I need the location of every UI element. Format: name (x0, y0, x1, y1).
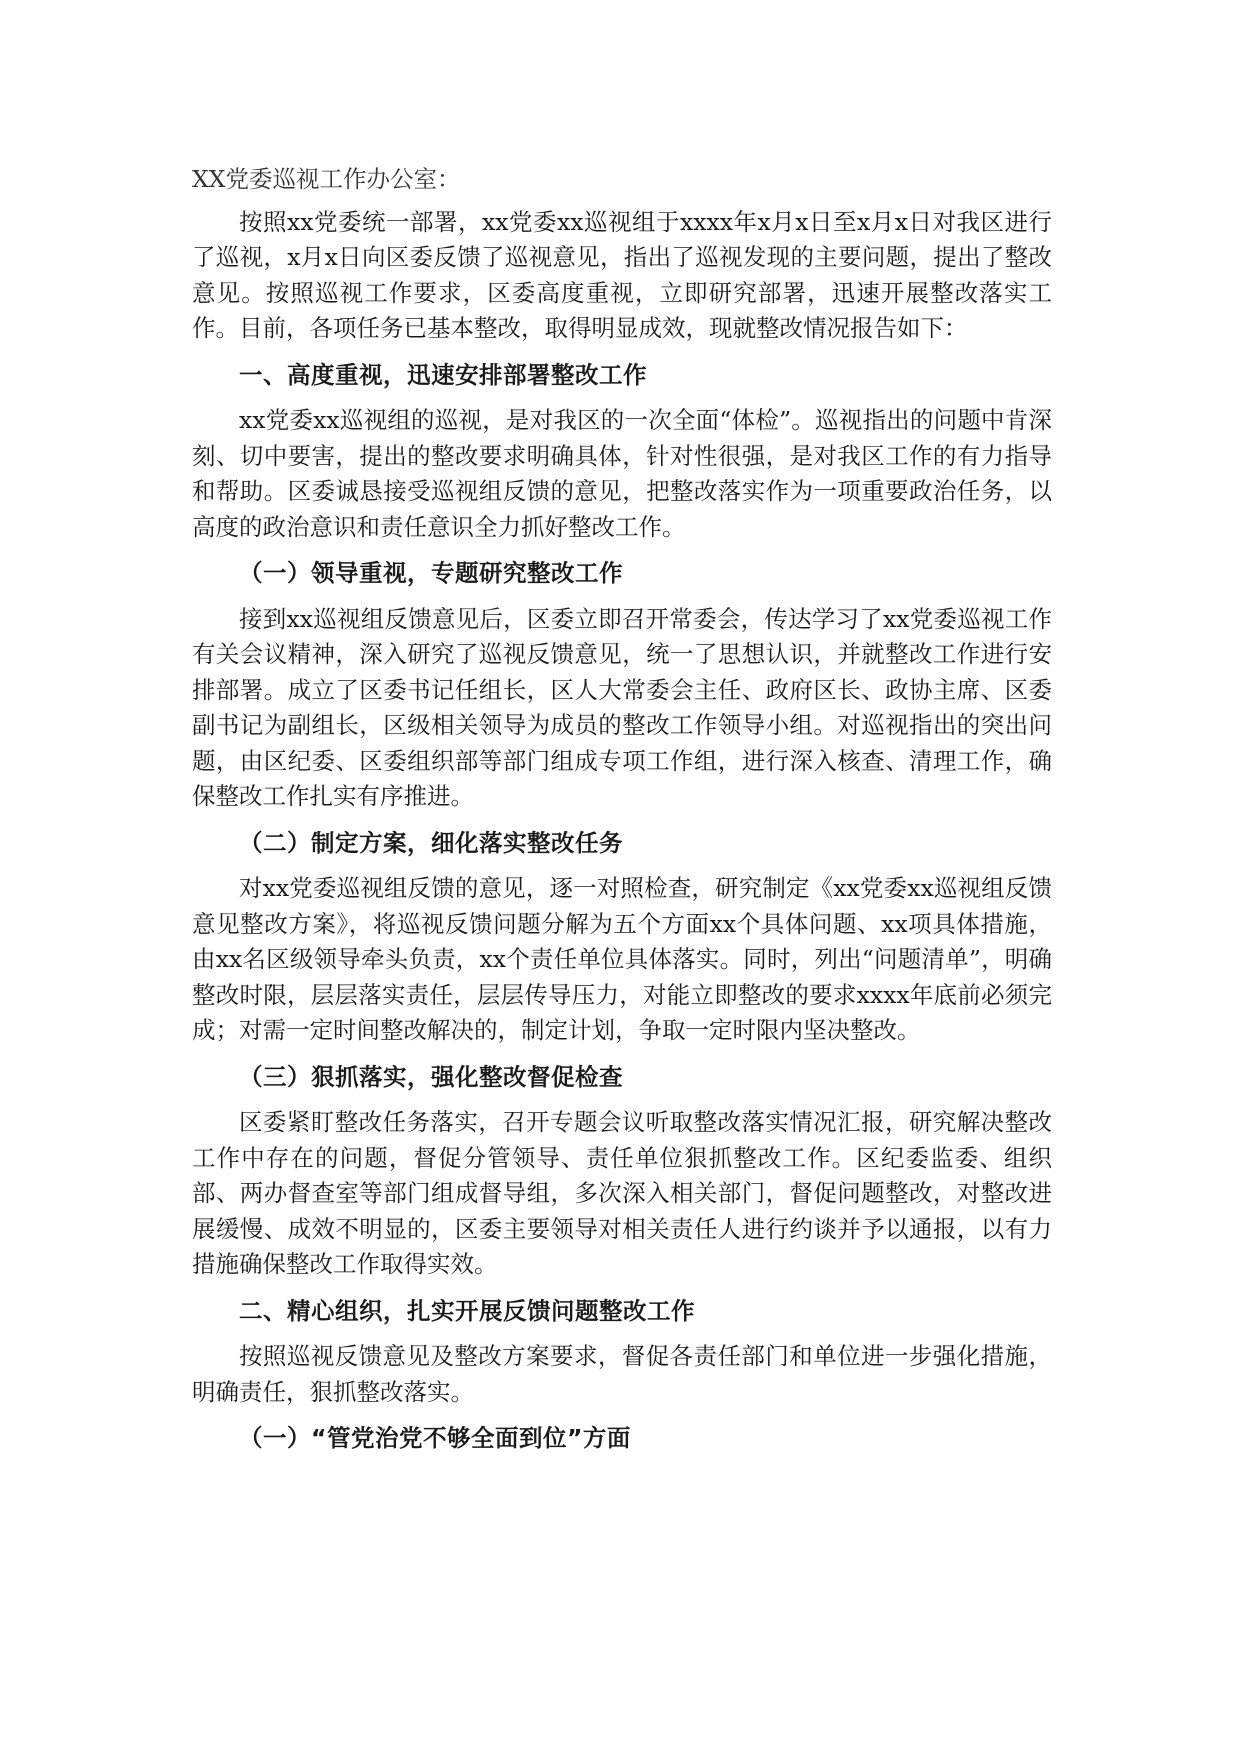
subsection-1-1-paragraph: 接到xx巡视组反馈意见后，区委立即召开常委会，传达学习了xx党委巡视工作有关会议精神，深入研究了巡视反馈意见，统一了思想认识，并就整改工作进行安排部署。成立了区委书记任组长，区人大常委会主任、政府区长、政协主席、区委副书记为副组长，区级相关领导为成员的整改工作领导小组。对巡视指出的突出问题，由区纪委、区委组织部等部门组成专项工作组，进行深入核查、清理工作，确保整改工作扎实有序推进。 (192, 604, 1052, 810)
subsection-1-3-paragraph: 区委紧盯整改任务落实，召开专题会议听取整改落实情况汇报，研究解决整改工作中存在的问题，督促分管领导、责任单位狠抓整改工作。区纪委监委、组织部、两办督查室等部门组成督导组，多次深入相关部门，督促问题整改，对整改进展缓慢、成效不明显的，区委主要领导对相关责任人进行约谈并予以通报，以有力措施确保整改工作取得实效。 (192, 1108, 1052, 1278)
subsection-1-2-paragraph: 对xx党委巡视组反馈的意见，逐一对照检查，研究制定《xx党委xx巡视组反馈意见整改方案》，将巡视反馈问题分解为五个方面xx个具体问题、xx项具体措施，由xx名区级领导牵头负责，xx个责任单位具体落实。同时，列出“问题清单”，明确整改时限，层层落实责任，层层传导压力，对能立即整改的要求xxxx年底前必须完成；对需一定时间整改解决的，制定计划，争取一定时限内坚决整改。 (192, 874, 1052, 1044)
section-1-paragraph: xx党委xx巡视组的巡视，是对我区的一次全面“体检”。巡视指出的问题中肯深刻、切中要害，提出的整改要求明确具体，针对性很强，是对我区工作的有力指导和帮助。区委诚恳接受巡视组反馈的意见，把整改落实作为一项重要政治任务，以高度的政治意识和责任意识全力抓好整改工作。 (192, 406, 1052, 541)
subsection-heading-1-1: （一）领导重视，专题研究整改工作 (239, 559, 623, 587)
intro-paragraph: 按照xx党委统一部署，xx党委xx巡视组于xxxx年x月x日至x月x日对我区进行了巡视，x月x日向区委反馈了巡视意见，指出了巡视发现的主要问题，提出了整改意见。按照巡视工作要求，区委高度重视，立即研究部署，迅速开展整改落实工作。目前，各项任务已基本整改，取得明显成效，现就整改情况报告如下： (192, 207, 1052, 342)
section-2-paragraph: 按照巡视反馈意见及整改方案要求，督促各责任部门和单位进一步强化措施，明确责任，狠抓整改落实。 (192, 1342, 1052, 1406)
section-heading-1: 一、高度重视，迅速安排部署整改工作 (239, 360, 647, 389)
subsection-heading-1-3: （三）狠抓落实，强化整改督促检查 (239, 1062, 623, 1091)
subsection-heading-2-1: （一）“管党治党不够全面到位”方面 (239, 1424, 631, 1452)
salutation: XX党委巡视工作办公室： (192, 165, 461, 193)
subsection-heading-1-2: （二）制定方案，细化落实整改任务 (239, 828, 623, 857)
section-heading-2: 二、精心组织，扎实开展反馈问题整改工作 (239, 1296, 695, 1325)
document-page (192, 162, 1052, 1467)
